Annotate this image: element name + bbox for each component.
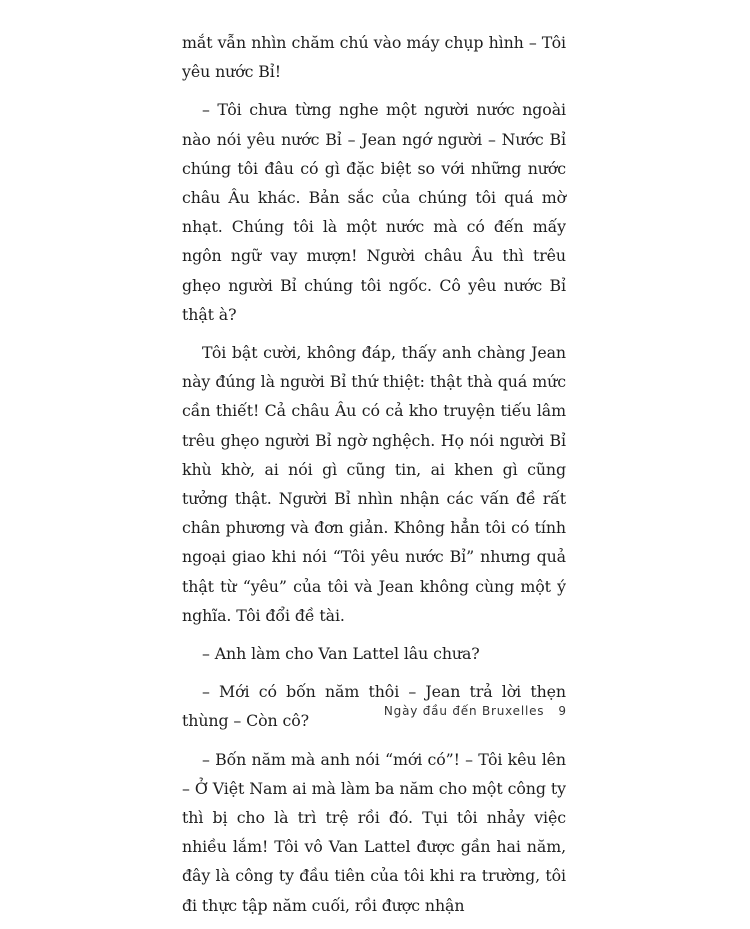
paragraph-1: mắt vẫn nhìn chăm chú vào máy chụp hình – Tôi yêu nước Bỉ!	[182, 33, 566, 82]
body-text	[182, 28, 566, 929]
paragraph-5: – Mới có bốn năm thôi – Jean trả lời thẹn thùng – Còn cô?	[182, 682, 566, 731]
paragraph-3: Tôi bật cười, không đáp, thấy anh chàng Jean này đúng là người Bỉ thứ thiệt: thật thà quá mức cần thiết! Cả châu Âu có cả kho truyện tiếu lâm trêu ghẹo người Bỉ ngờ nghệch. Họ nói người Bỉ khù khờ, ai nói gì cũng tin, ai khen gì cũng tưởng thật. Người Bỉ nhìn nhận các vấn đề rất chân phương và đơn giản. Không hẳn tôi có tính ngoại giao khi nói “Tôi yêu nước Bỉ” nhưng quả thật từ “yêu” của tôi và Jean không cùng một ý nghĩa. Tôi đổi đề tài.	[182, 343, 566, 625]
page-footer	[0, 704, 566, 718]
paragraph-4: – Anh làm cho Van Lattel lâu chưa?	[202, 644, 480, 664]
paragraph-2: – Tôi chưa từng nghe một người nước ngoài nào nói yêu nước Bỉ – Jean ngớ người – Nước Bỉ chúng tôi đâu có gì đặc biệt so với những nước châu Âu khác. Bản sắc của chúng tôi quá mờ nhạt. Chúng tôi là một nước mà có đến mấy ngôn ngữ vay mượn! Người châu Âu thì trêu ghẹo người Bỉ chúng tôi ngốc. Cô yêu nước Bỉ thật à?	[182, 100, 566, 324]
page-number: 9	[558, 704, 566, 718]
paragraph-6: – Bốn năm mà anh nói “mới có”! – Tôi kêu lên – Ở Việt Nam ai mà làm ba năm cho một công ty thì bị cho là trì trệ rồi đó. Tụi tôi nhảy việc nhiều lắm! Tôi vô Van Lattel được gần hai năm, đây là công ty đầu tiên của tôi khi ra trường, tôi đi thực tập năm cuối, rồi được nhận	[182, 749, 566, 915]
running-chapter-title: Ngày đầu đến Bruxelles	[383, 704, 545, 718]
